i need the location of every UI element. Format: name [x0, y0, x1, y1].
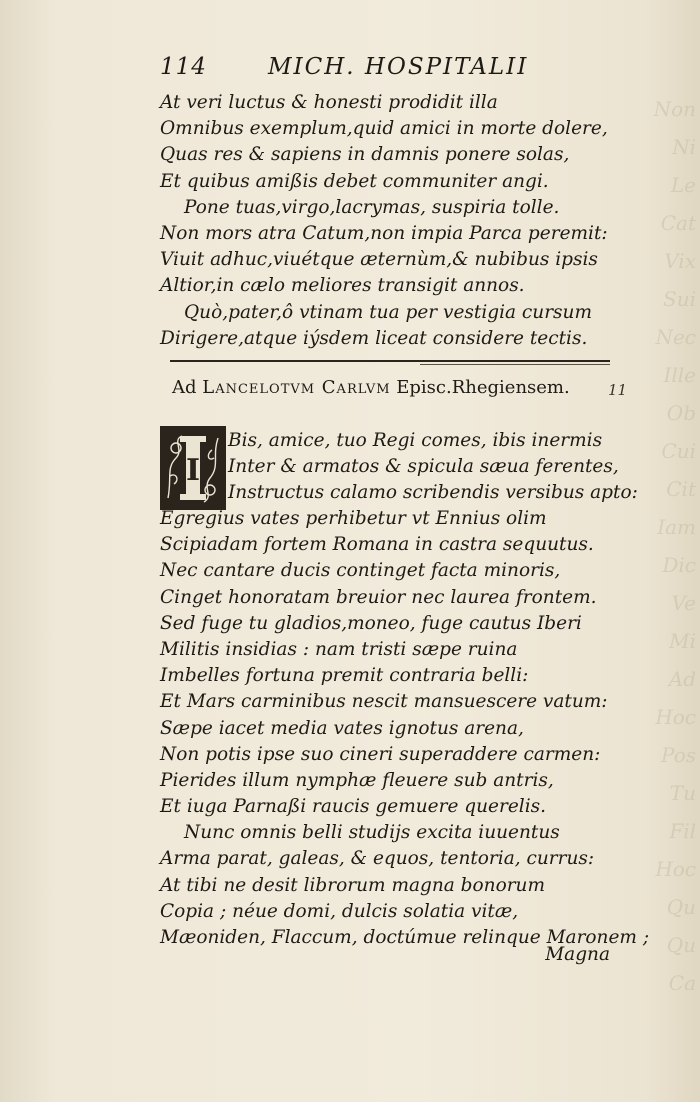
catchword: Magna: [545, 944, 610, 965]
verse-line: Copia ; néue domi, dulcis solatia vitæ,: [160, 900, 519, 922]
verse-line: Omnibus exemplum,quid amici in morte dolere,: [160, 118, 608, 140]
verse-line: Nec cantare ducis continget facta minoris,: [160, 560, 561, 582]
verse-line: Viuit adhuc,viuétque æternùm,& nubibus ipsis: [160, 249, 598, 271]
section-rule: [170, 360, 610, 362]
show-through-text: Non Ni Le Cat Vix Sui Nec Ille Ob Cui Cit Iam Dic Ve Mi Ad Hoc Pos Tu Fil Hoc Qu Qu Ca: [653, 97, 696, 990]
verse-line: Egregius vates perhibetur vt Ennius olim: [160, 508, 547, 529]
floral-ornament-icon: [162, 428, 224, 508]
verse-line: Dirigere,atque iýsdem liceat considere tectis.: [160, 327, 588, 349]
running-title: MICH. HOSPITALII: [268, 54, 529, 80]
drop-initial-letter: I: [185, 453, 201, 488]
page-header: [160, 54, 550, 86]
margin-note: 11: [608, 381, 628, 399]
verse-line: Inter & armatos & spicula sæua ferentes,: [228, 456, 619, 478]
top-poem: [160, 90, 630, 352]
verse-line: Scipiadam fortem Romana in castra sequutus.: [160, 534, 594, 556]
verse-line: Non potis ipse suo cineri superaddere carmen:: [160, 743, 601, 765]
verse-line: Nunc omnis belli studijs excita iuuentus: [184, 822, 560, 844]
verse-line: At tibi ne desit librorum magna bonorum: [160, 874, 546, 896]
verse-line: Pone tuas,virgo,lacrymas, suspiria tolle.: [184, 196, 560, 218]
verse-line: Mæoniden, Flaccum, doctúmue relinque Maronem ;: [160, 927, 650, 948]
verse-line: Cinget honoratam breuior nec laurea frontem.: [160, 586, 597, 608]
verse-line: Instructus calamo scribendis versibus apto:: [228, 482, 638, 504]
verse-line: Sæpe iacet media vates ignotus arena,: [160, 717, 524, 739]
verse-line: Imbelles fortuna premit contraria belli:: [160, 665, 529, 687]
heading-rest: Episc.Rhegiensem.: [390, 377, 570, 398]
section-heading: [172, 377, 642, 398]
page-number: 114: [160, 54, 207, 80]
verse-line: Militis insidias : nam tristi sæpe ruina: [160, 638, 518, 660]
verse-line: Quas res & sapiens in damnis ponere solas,: [160, 144, 570, 166]
verse-line: Quò,pater,ô vtinam tua per vestigia cursum: [184, 301, 592, 323]
verse-line: Arma parat, galeas, & equos, tentoria, currus:: [160, 848, 595, 870]
section-rule-secondary: [420, 364, 610, 365]
verse-line: Et iuga Parnaßi raucis gemuere querelis.: [160, 796, 547, 818]
verse-line: At veri luctus & honesti prodidit illa: [160, 92, 498, 113]
drop-initial-ornament: [160, 426, 226, 510]
verse-line: Pierides illum nymphæ fleuere sub antris,: [160, 769, 554, 791]
verse-line: Et quibus amißis debet communiter angi.: [160, 170, 549, 192]
verse-line: Et Mars carminibus nescit mansuescere vatum:: [160, 691, 608, 713]
heading-name: Lancelotvm Carlvm: [202, 377, 391, 398]
heading-ad: Ad: [172, 377, 203, 398]
second-poem: [160, 506, 650, 951]
poem-first-lines: [228, 428, 638, 507]
verse-line: Bis, amice, tuo Regi comes, ibis inermis: [228, 430, 603, 451]
verse-line: Non mors atra Catum,non impia Parca peremit:: [160, 222, 608, 244]
verse-line: Sed fuge tu gladios,moneo, fuge cautus Iberi: [160, 612, 582, 634]
verse-line: Altior,in cælo meliores transigit annos.: [160, 275, 525, 297]
